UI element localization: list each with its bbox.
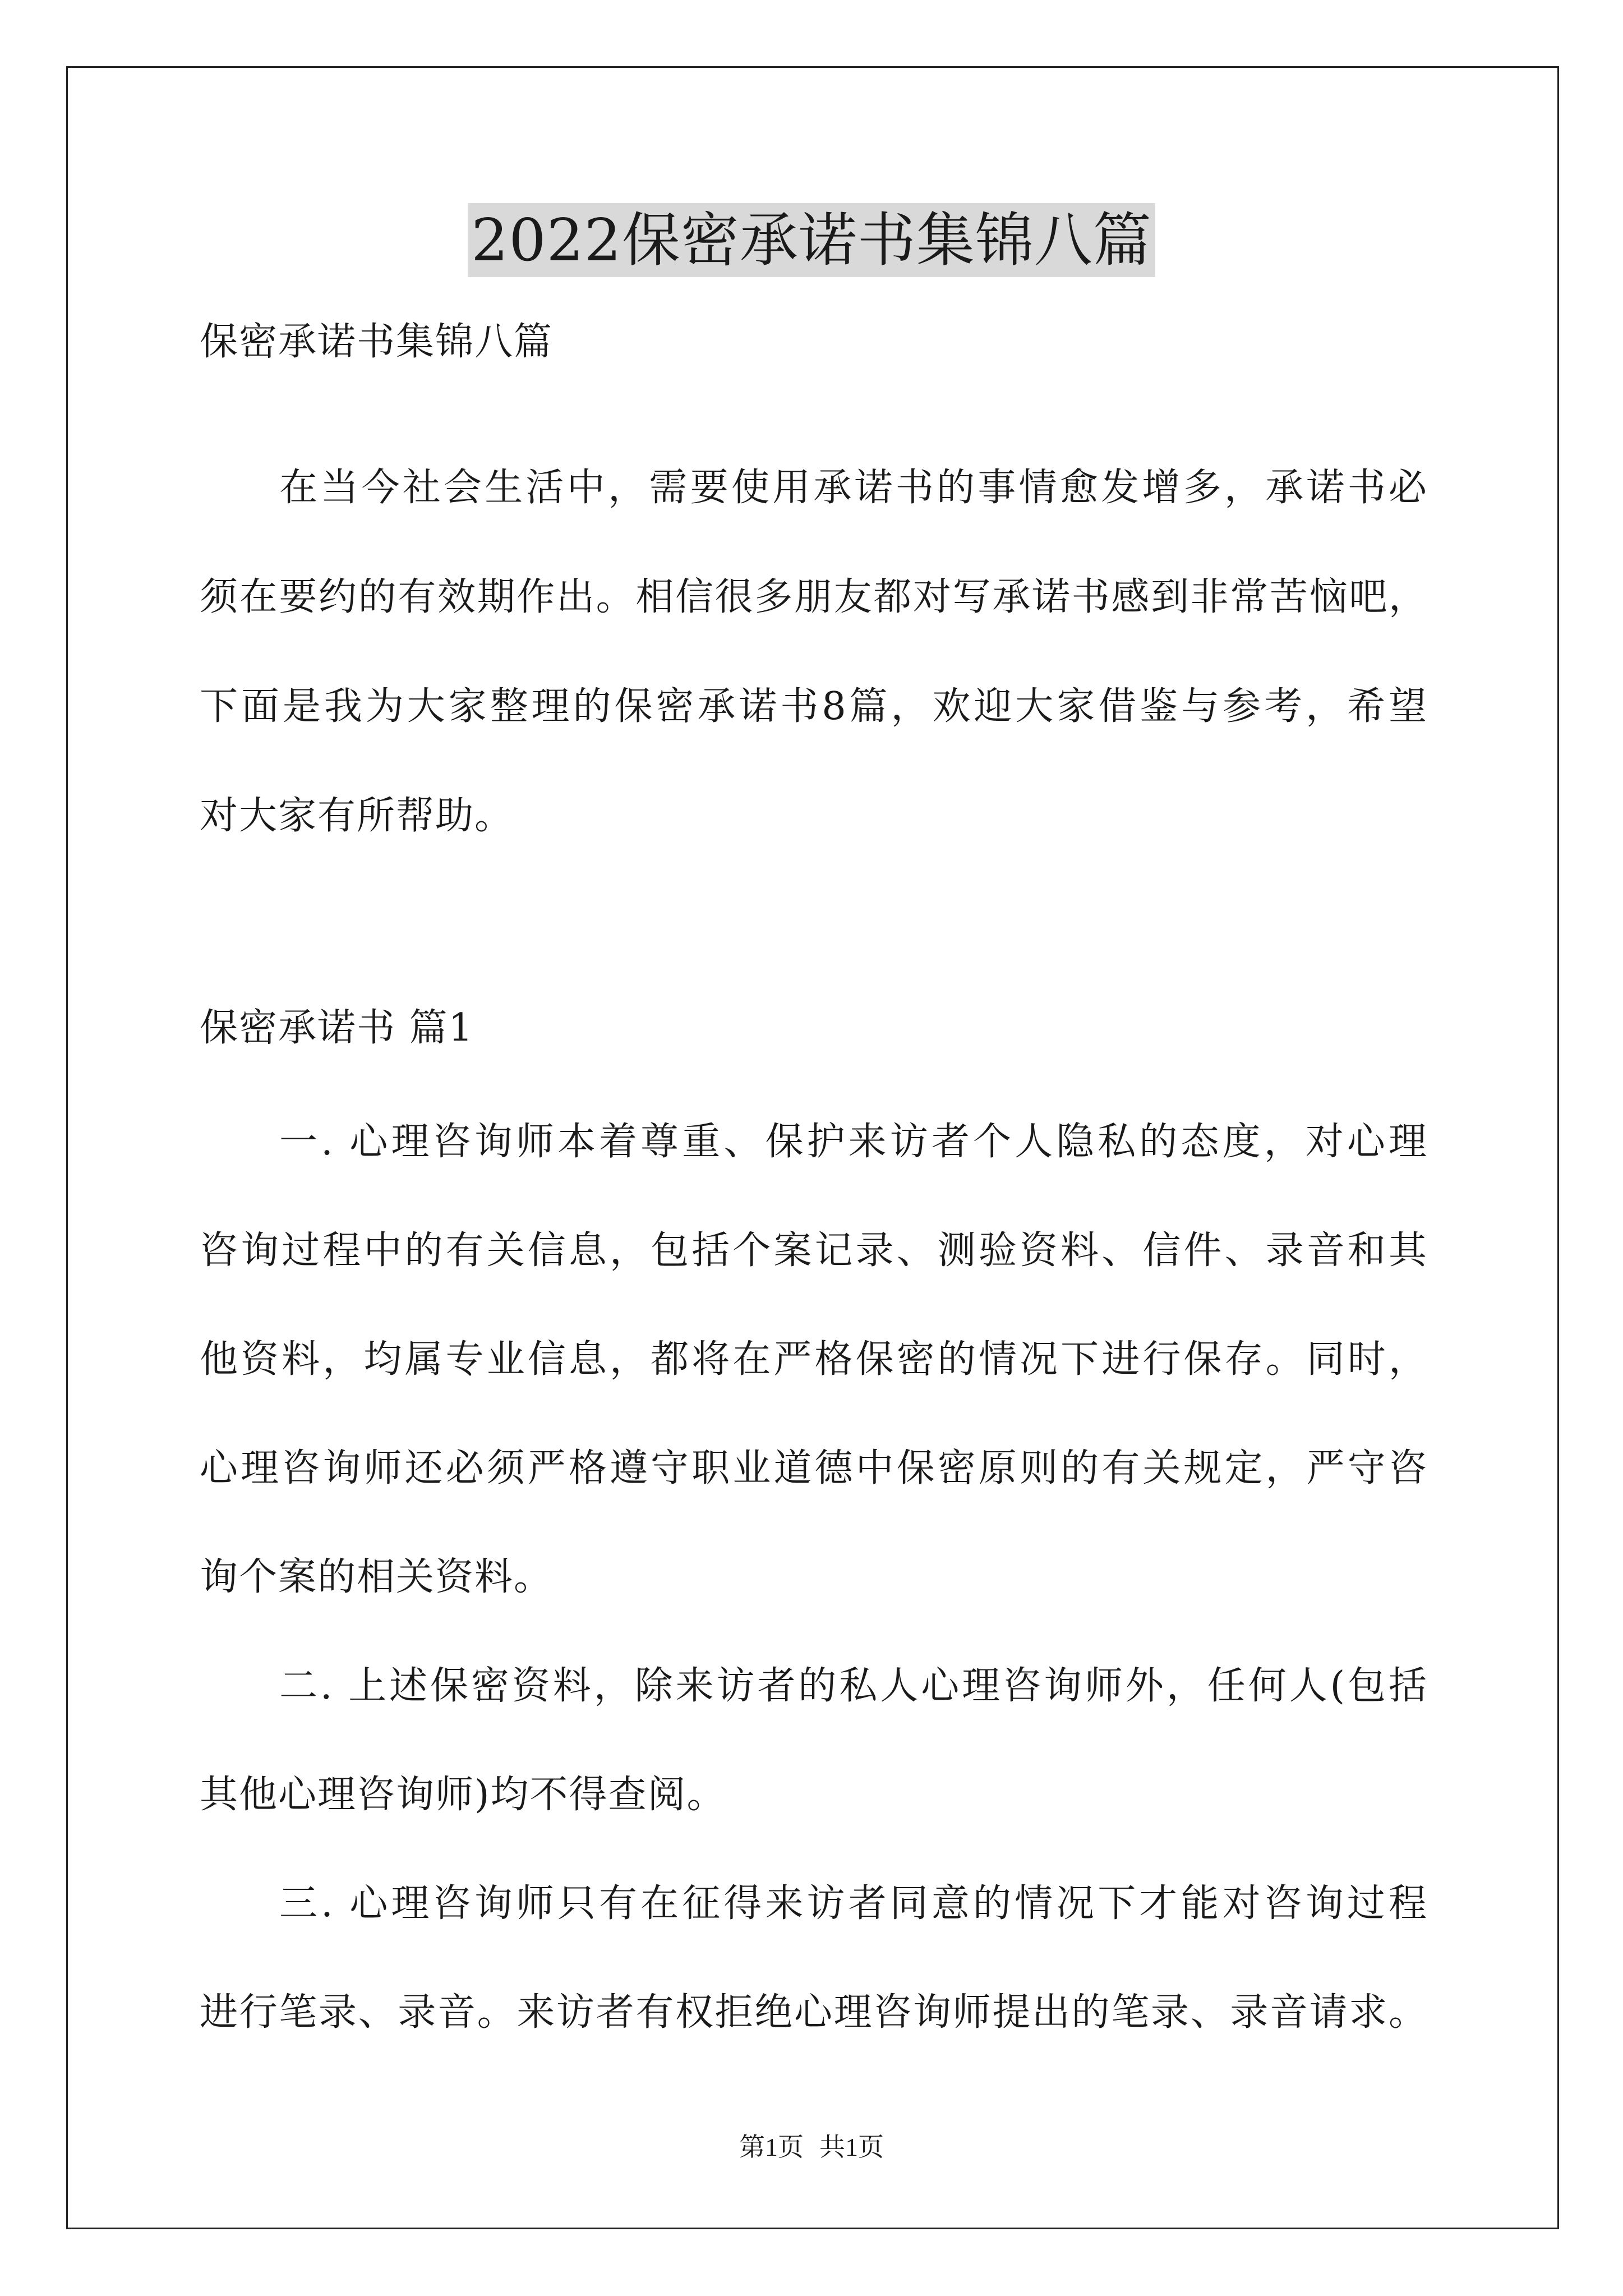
paragraph-line: 二. 上述保密资料，除来访者的私人心理咨询师外，任何人(包括 bbox=[279, 1664, 1428, 1708]
page-footer bbox=[0, 2132, 1623, 2163]
paragraph-line: 进行笔录、录音。来访者有权拒绝心理咨询师提出的笔录、录音请求。 bbox=[200, 1990, 1428, 2035]
paragraph-line: 一. 心理咨询师本着尊重、保护来访者个人隐私的态度，对心理 bbox=[279, 1120, 1428, 1164]
intro-line: 下面是我为大家整理的保密承诺书8篇，欢迎大家借鉴与参考，希望 bbox=[200, 684, 1428, 729]
page-total: 共1页 bbox=[819, 2133, 884, 2161]
intro-line: 在当今社会生活中，需要使用承诺书的事情愈发增多，承诺书必 bbox=[279, 466, 1428, 510]
document-subtitle: 保密承诺书集锦八篇 bbox=[200, 320, 554, 364]
page-number: 第1页 bbox=[739, 2133, 804, 2161]
title-block bbox=[0, 203, 1623, 277]
intro-line: 对大家有所帮助。 bbox=[200, 794, 514, 838]
paragraph-line: 咨询过程中的有关信息，包括个案记录、测验资料、信件、录音和其 bbox=[200, 1228, 1428, 1273]
section-heading: 保密承诺书 篇1 bbox=[200, 1006, 474, 1050]
document-title: 2022保密承诺书集锦八篇 bbox=[468, 203, 1155, 277]
paragraph-line: 心理咨询师还必须严格遵守职业道德中保密原则的有关规定，严守咨 bbox=[200, 1446, 1428, 1490]
paragraph-line: 三. 心理咨询师只有在征得来访者同意的情况下才能对咨询过程 bbox=[279, 1881, 1428, 1926]
paragraph-line: 其他心理咨询师)均不得查阅。 bbox=[200, 1773, 726, 1817]
intro-line: 须在要约的有效期作出。相信很多朋友都对写承诺书感到非常苦恼吧， bbox=[200, 575, 1428, 619]
paragraph-line: 询个案的相关资料。 bbox=[200, 1555, 554, 1599]
paragraph-line: 他资料，均属专业信息，都将在严格保密的情况下进行保存。同时， bbox=[200, 1337, 1428, 1382]
